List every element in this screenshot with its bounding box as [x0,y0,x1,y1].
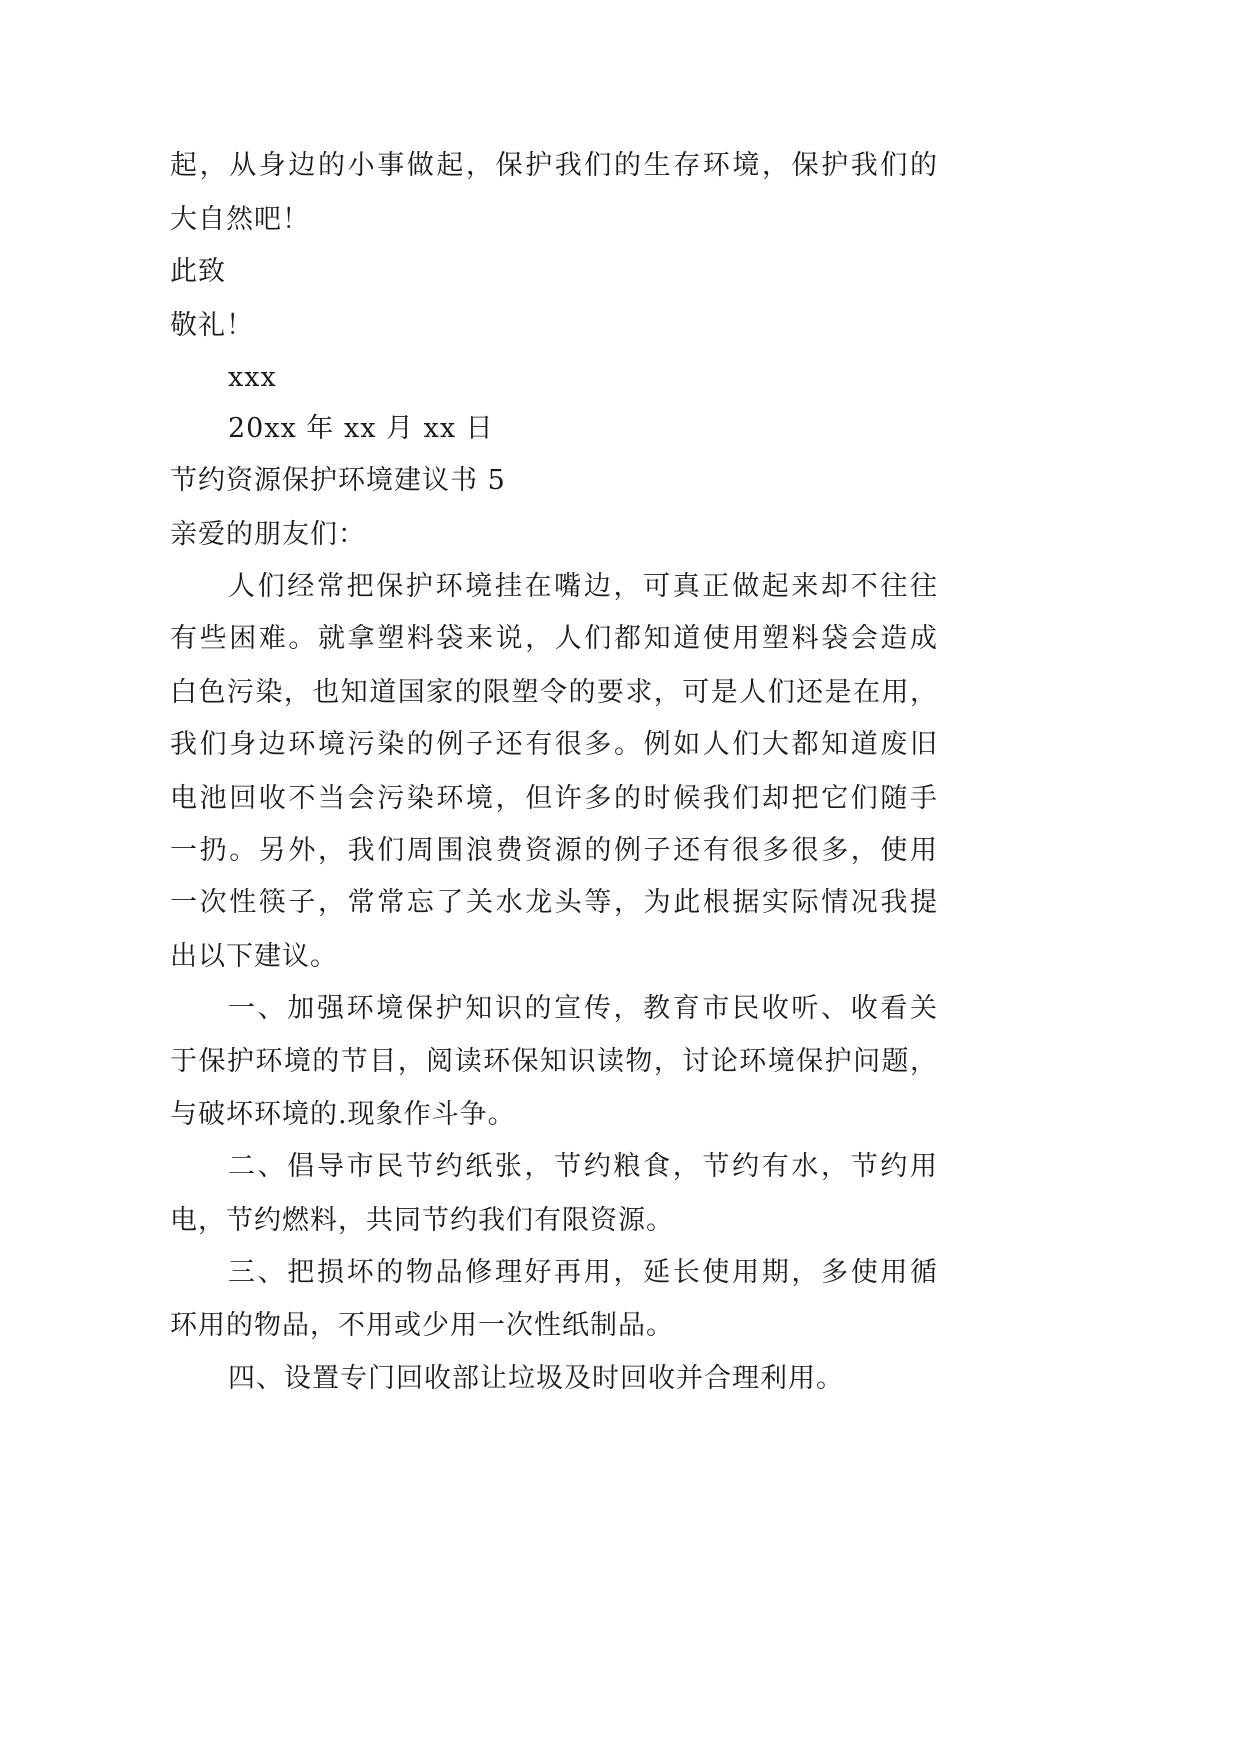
suggestion-1-line-3: 与破坏环境的.现象作斗争。 [170,1099,516,1130]
intro-paragraph-line-1: 人们经常把保护环境挂在嘴边，可真正做起来却不往往 [228,571,938,602]
suggestion-2-line-2: 电，节约燃料，共同节约我们有限资源。 [170,1205,674,1236]
suggestion-1-line-2: 于保护环境的节目，阅读环保知识读物，讨论环境保护问题， [170,1046,938,1077]
intro-paragraph-line-3: 白色污染，也知道国家的限塑令的要求，可是人们还是在用， [170,677,938,708]
section-title: 节约资源保护环境建议书 5 [170,465,506,496]
intro-paragraph-line-5: 电池回收不当会污染环境，但许多的时候我们却把它们随手 [170,783,938,814]
intro-paragraph-line-8: 出以下建议。 [170,941,338,972]
salutation-close-line-2: 敬礼！ [170,310,254,341]
signature-date: 20xx 年 xx 月 xx 日 [228,413,494,444]
suggestion-3-line-2: 环用的物品，不用或少用一次性纸制品。 [170,1310,674,1341]
salutation-close-line-1: 此致 [170,256,226,287]
suggestion-1-line-1: 一、加强环境保护知识的宣传，教育市民收听、收看关 [228,993,938,1024]
intro-paragraph-line-4: 我们身边环境污染的例子还有很多。例如人们大都知道废旧 [170,729,938,760]
intro-paragraph-line-2: 有些困难。就拿塑料袋来说，人们都知道使用塑料袋会造成 [170,623,938,654]
greeting: 亲爱的朋友们： [170,519,366,550]
closing-paragraph-line-1: 起，从身边的小事做起，保护我们的生存环境，保护我们的 [170,150,938,181]
intro-paragraph-line-6: 一扔。另外，我们周围浪费资源的例子还有很多很多，使用 [170,835,938,866]
suggestion-4-line-1: 四、设置专门回收部让垃圾及时回收并合理利用。 [228,1363,844,1394]
intro-paragraph-line-7: 一次性筷子，常常忘了关水龙头等，为此根据实际情况我提 [170,887,938,918]
closing-paragraph-line-2: 大自然吧！ [170,204,310,235]
suggestion-3-line-1: 三、把损坏的物品修理好再用，延长使用期，多使用循 [228,1257,938,1288]
signature-name: xxx [228,362,277,393]
suggestion-2-line-1: 二、倡导市民节约纸张，节约粮食，节约有水，节约用 [228,1151,938,1182]
